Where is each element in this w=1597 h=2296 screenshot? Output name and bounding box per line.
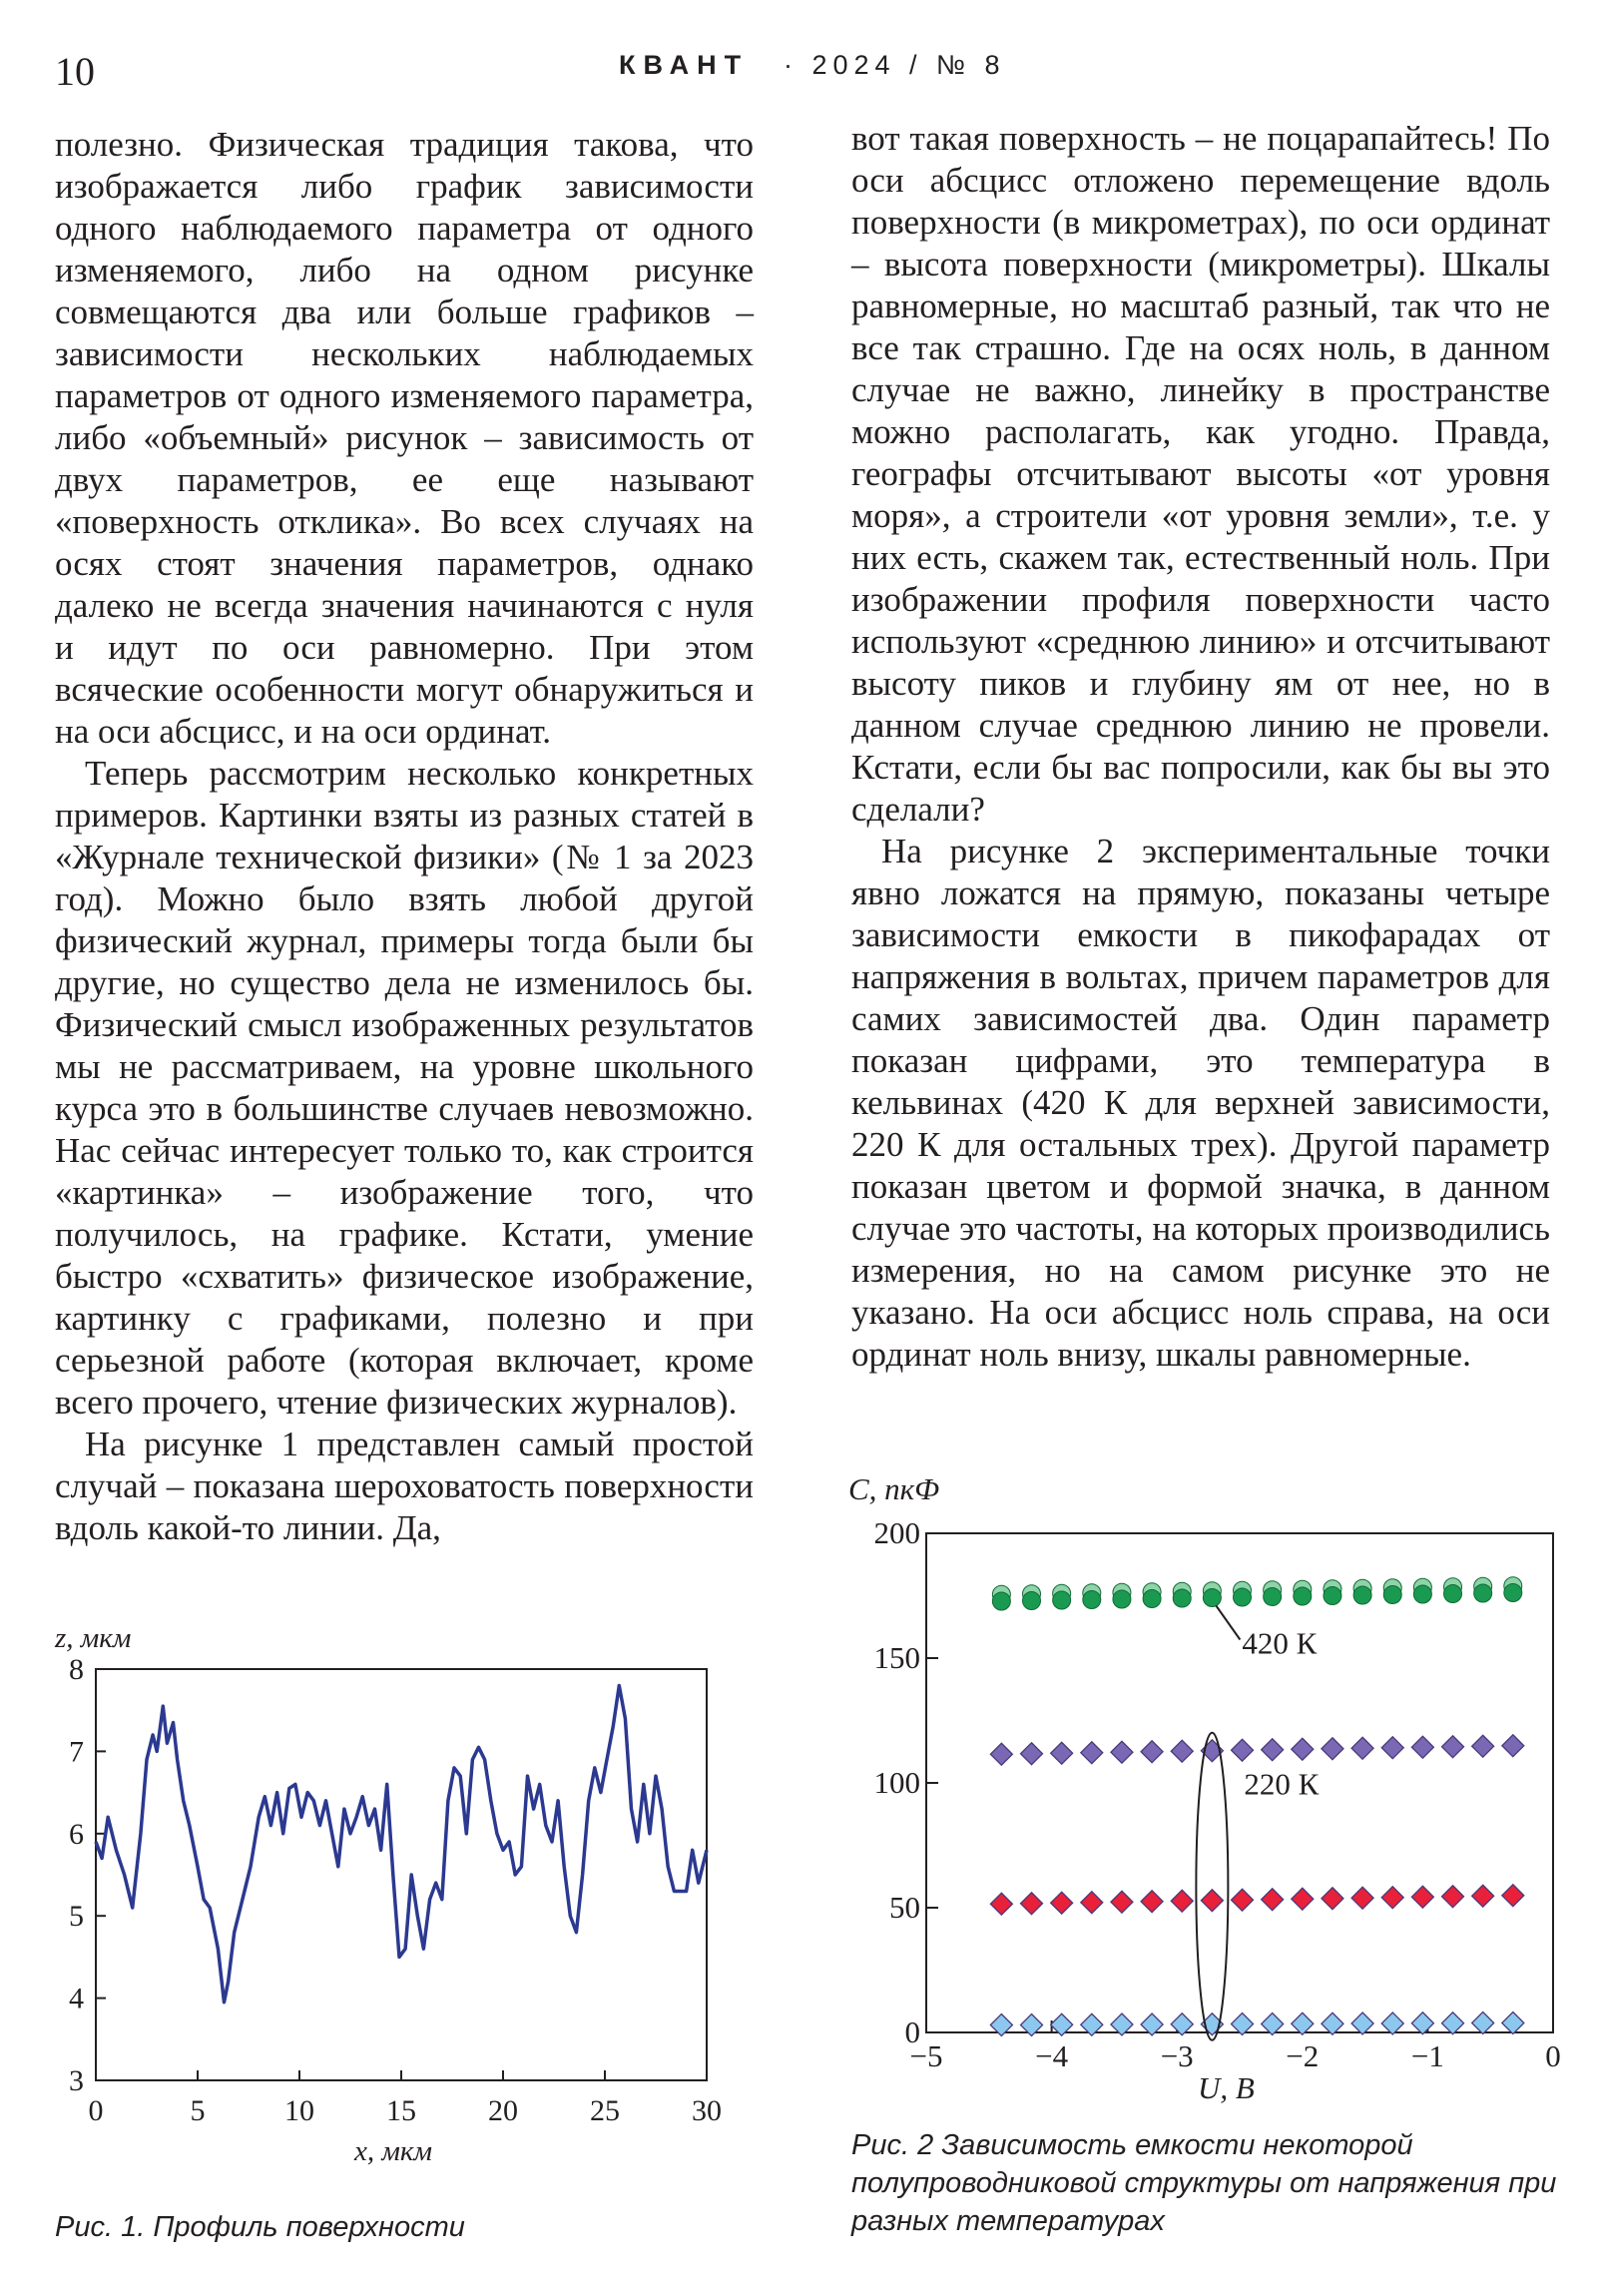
fig2-data-point-circle xyxy=(1383,1586,1401,1604)
fig1-x-tick-label: 25 xyxy=(590,2094,620,2127)
page-number: 10 xyxy=(55,49,95,94)
fig2-data-point-diamond xyxy=(1171,1740,1193,1762)
fig2-y-tick-label: 200 xyxy=(873,1515,920,1550)
fig2-420k-pointer xyxy=(1216,1606,1240,1640)
issue-number: · 2024 / № 8 xyxy=(784,50,1006,80)
figure-1-chart xyxy=(0,1617,798,2176)
fig2-data-point-diamond xyxy=(1472,1735,1494,1757)
fig2-data-point-diamond xyxy=(1021,1743,1043,1765)
right-column xyxy=(851,118,1550,1376)
paragraph: На рисунке 2 экспериментальные точки явно ложатся на прямую, показаны четыре зависимости емкости в пикофарадах от напряжения в вольтах, причем параметров для самих зависимостей два. Один параметр показан цифрами, это температура в кельвинах (420 К для верхней зависимости, 220 К для остальных трех). Другой параметр показан цветом и формой значка, в данном случае это частоты, на которых производились измерения, но на самом рисунке это не указано. На оси абсцисс ноль справа, на оси ординат ноль внизу, шкалы равномерные. xyxy=(851,832,1550,1374)
fig2-data-point-diamond xyxy=(1411,1736,1433,1758)
fig2-plot-frame xyxy=(926,1533,1553,2032)
fig2-data-point-diamond xyxy=(1322,1888,1343,1910)
fig2-label-420k: 420 К xyxy=(1242,1625,1318,1661)
fig2-data-point-circle xyxy=(1113,1590,1131,1608)
fig2-data-point-diamond xyxy=(1051,1892,1073,1914)
fig1-x-tick-label: 0 xyxy=(88,2094,104,2127)
fig2-data-point-diamond xyxy=(1171,1890,1193,1912)
fig2-data-point-diamond xyxy=(1502,1735,1524,1757)
fig2-x-tick-label: −3 xyxy=(1160,2038,1194,2073)
fig2-label-220k: 220 К xyxy=(1244,1766,1320,1802)
paragraph: вот такая поверхность – не поцарапайтесь! По оси абсцисс отложено перемещение вдоль поверхности (в микрометрах), по оси ординат – высота поверхности (микрометры). Шкалы равномерные, но масштаб разный, так что не все так страшно. Где на осях ноль, в данном случае не важно, линейку в пространстве можно располагать, как угодно. Правда, географы отсчитывают высоты «от уровня моря», а строители «от уровня земли», т.е. у них есть, скажем так, естественный ноль. При изображении профиля поверхности часто используют «среднюю линию» и отсчитывают высоту пиков и глубину ям от нее, но в данном случае среднюю линию не провели. Кстати, если бы вас попросили, как бы вы это сделали? xyxy=(851,119,1550,829)
fig2-data-point-diamond xyxy=(1201,1890,1223,1912)
fig2-220k-ellipse xyxy=(1196,1733,1228,2040)
figure-1-caption: Рис. 1. Профиль поверхности xyxy=(55,2211,465,2243)
fig2-data-point-diamond xyxy=(990,1893,1012,1915)
fig2-data-point-diamond xyxy=(1051,1742,1073,1764)
fig2-data-point-diamond xyxy=(990,1743,1012,1765)
fig2-data-point-circle xyxy=(1324,1587,1341,1605)
paragraph: полезно. Физическая традиция такова, что изображается либо график зависимости одного наблюдаемого параметра от одного изменяемого, либо на одном рисунке совмещаются два или больше графиков – зависимости нескольких наблюдаемых параметров от одного изменяемого параметра, либо «объемный» рисунок – зависимость от двух параметров, ее еще называют «поверхность отклика». Во всех случаях на осях стоят значения параметров, однако далеко не всегда значения начинаются с нуля и идут по оси равномерно. При этом всяческие особенности могут обнаружиться и на оси абсцисс, и на оси ординат. xyxy=(55,125,754,751)
fig2-data-point-circle xyxy=(1203,1589,1221,1607)
fig1-y-tick-label: 7 xyxy=(69,1735,84,1769)
fig2-y-axis-label: C, пкФ xyxy=(848,1471,940,1506)
fig2-data-point-diamond xyxy=(1322,2012,1343,2034)
fig2-x-tick-label: −5 xyxy=(909,2038,943,2073)
fig2-data-point-diamond xyxy=(1021,1893,1043,1915)
fig2-data-point-diamond xyxy=(1292,1888,1314,1910)
paragraph: Теперь рассмотрим несколько конкретных примеров. Картинки взяты из разных статей в «Журнале технической физики» (№ 1 за 2023 год). Можно было взять любой другой физический журнал, примеры тогда были бы другие, но существо дела не изменилось бы. Физический смысл изображенных результатов мы не рассматриваем, на уровне школьного курса это в большинстве случаев невозможно. Нас сейчас интересует только то, как строится «картинка» – изображение того, что получилось, на графике. Кстати, умение быстро «схватить» физическое изображение, картинку с графиками, полезно и при серьезной работе (которая включает, кроме всего прочего, чтение физических журналов). xyxy=(55,754,754,1422)
fig2-data-point-circle xyxy=(1474,1584,1492,1602)
fig2-data-point-circle xyxy=(1173,1589,1191,1607)
journal-title: КВАНТ xyxy=(619,50,750,80)
figure-2-caption: Рис. 2 Зависимость емкости некоторой полупроводниковой структуры от напряжения при разных температурах xyxy=(851,2129,1557,2237)
fig2-data-point-circle xyxy=(1504,1584,1522,1602)
fig2-data-point-diamond xyxy=(1351,1737,1373,1759)
page-header xyxy=(0,42,1597,92)
fig2-y-tick-label: 100 xyxy=(873,1765,920,1800)
fig2-data-point-circle xyxy=(1053,1591,1071,1609)
fig2-data-point-diamond xyxy=(1111,1891,1133,1913)
fig1-y-tick-label: 5 xyxy=(69,1900,84,1934)
fig1-x-tick-label: 15 xyxy=(386,2094,416,2127)
fig2-data-point-circle xyxy=(1294,1587,1312,1605)
fig2-x-tick-label: −1 xyxy=(1410,2038,1444,2073)
fig2-data-point-diamond xyxy=(1442,1886,1464,1908)
fig2-data-point-diamond xyxy=(1111,1741,1133,1763)
fig2-x-tick-label: −4 xyxy=(1035,2038,1069,2073)
fig2-data-point-diamond xyxy=(1262,1739,1284,1761)
left-column xyxy=(55,124,754,1549)
fig2-x-axis-label: U, В xyxy=(1198,2070,1255,2105)
fig1-x-tick-label: 5 xyxy=(190,2094,206,2127)
fig2-data-point-circle xyxy=(1444,1585,1462,1603)
fig1-y-axis-label: z, мкм xyxy=(55,1622,132,1654)
fig1-plot-frame xyxy=(96,1669,707,2080)
fig2-data-point-diamond xyxy=(1141,1891,1163,1913)
fig2-data-point-diamond xyxy=(1442,2012,1464,2034)
fig2-x-tick-label: 0 xyxy=(1545,2038,1561,2073)
fig2-data-point-circle xyxy=(1083,1591,1101,1609)
fig2-data-point-circle xyxy=(1413,1585,1431,1603)
fig2-data-point-diamond xyxy=(1232,1739,1254,1761)
fig1-y-tick-label: 8 xyxy=(69,1653,84,1686)
fig2-data-point-diamond xyxy=(1502,2012,1524,2034)
fig2-data-point-diamond xyxy=(1262,1889,1284,1911)
fig1-profile-line xyxy=(96,1686,707,2003)
fig2-data-point-circle xyxy=(1234,1588,1252,1606)
fig2-data-point-diamond xyxy=(1081,1892,1103,1914)
fig2-data-point-diamond xyxy=(1411,1886,1433,1908)
fig2-y-tick-label: 0 xyxy=(904,2014,920,2049)
fig2-data-point-circle xyxy=(1143,1590,1161,1608)
fig2-data-point-diamond xyxy=(1472,1885,1494,1907)
fig2-data-point-diamond xyxy=(1351,2012,1373,2034)
fig2-data-point-diamond xyxy=(1351,1887,1373,1909)
paragraph: На рисунке 1 представлен самый простой случай – показана шероховатость поверхности вдоль какой-то линии. Да, xyxy=(55,1425,754,1547)
fig1-x-tick-label: 20 xyxy=(488,2094,518,2127)
fig1-y-tick-label: 6 xyxy=(69,1817,84,1851)
fig2-data-point-diamond xyxy=(1381,2012,1403,2034)
fig2-data-point-diamond xyxy=(1411,2012,1433,2034)
fig1-x-tick-label: 10 xyxy=(284,2094,314,2127)
fig2-data-point-diamond xyxy=(1472,2012,1494,2034)
fig2-data-point-diamond xyxy=(1322,1738,1343,1760)
fig2-data-point-circle xyxy=(1353,1586,1371,1604)
fig2-data-point-diamond xyxy=(1442,1736,1464,1758)
fig2-data-point-diamond xyxy=(1502,1885,1524,1907)
fig2-data-point-diamond xyxy=(1232,1889,1254,1911)
fig2-y-tick-label: 50 xyxy=(889,1890,920,1925)
fig2-y-tick-label: 150 xyxy=(873,1640,920,1675)
fig2-data-point-circle xyxy=(1264,1588,1282,1606)
fig2-data-point-diamond xyxy=(1381,1887,1403,1909)
fig2-data-point-diamond xyxy=(1292,2012,1314,2034)
fig2-x-tick-label: −2 xyxy=(1286,2038,1320,2073)
fig2-data-point-circle xyxy=(1023,1592,1041,1610)
fig2-data-point-circle xyxy=(992,1592,1010,1610)
fig2-data-point-diamond xyxy=(1141,1741,1163,1763)
fig2-data-point-diamond xyxy=(1081,1742,1103,1764)
figure-2-chart xyxy=(838,1467,1577,2105)
fig1-y-tick-label: 3 xyxy=(69,2064,84,2097)
fig1-x-tick-label: 30 xyxy=(692,2094,722,2127)
fig1-y-tick-label: 4 xyxy=(69,1982,84,2015)
fig1-x-axis-label: x, мкм xyxy=(354,2135,432,2167)
fig2-data-point-diamond xyxy=(1381,1737,1403,1759)
fig2-data-point-diamond xyxy=(1292,1738,1314,1760)
